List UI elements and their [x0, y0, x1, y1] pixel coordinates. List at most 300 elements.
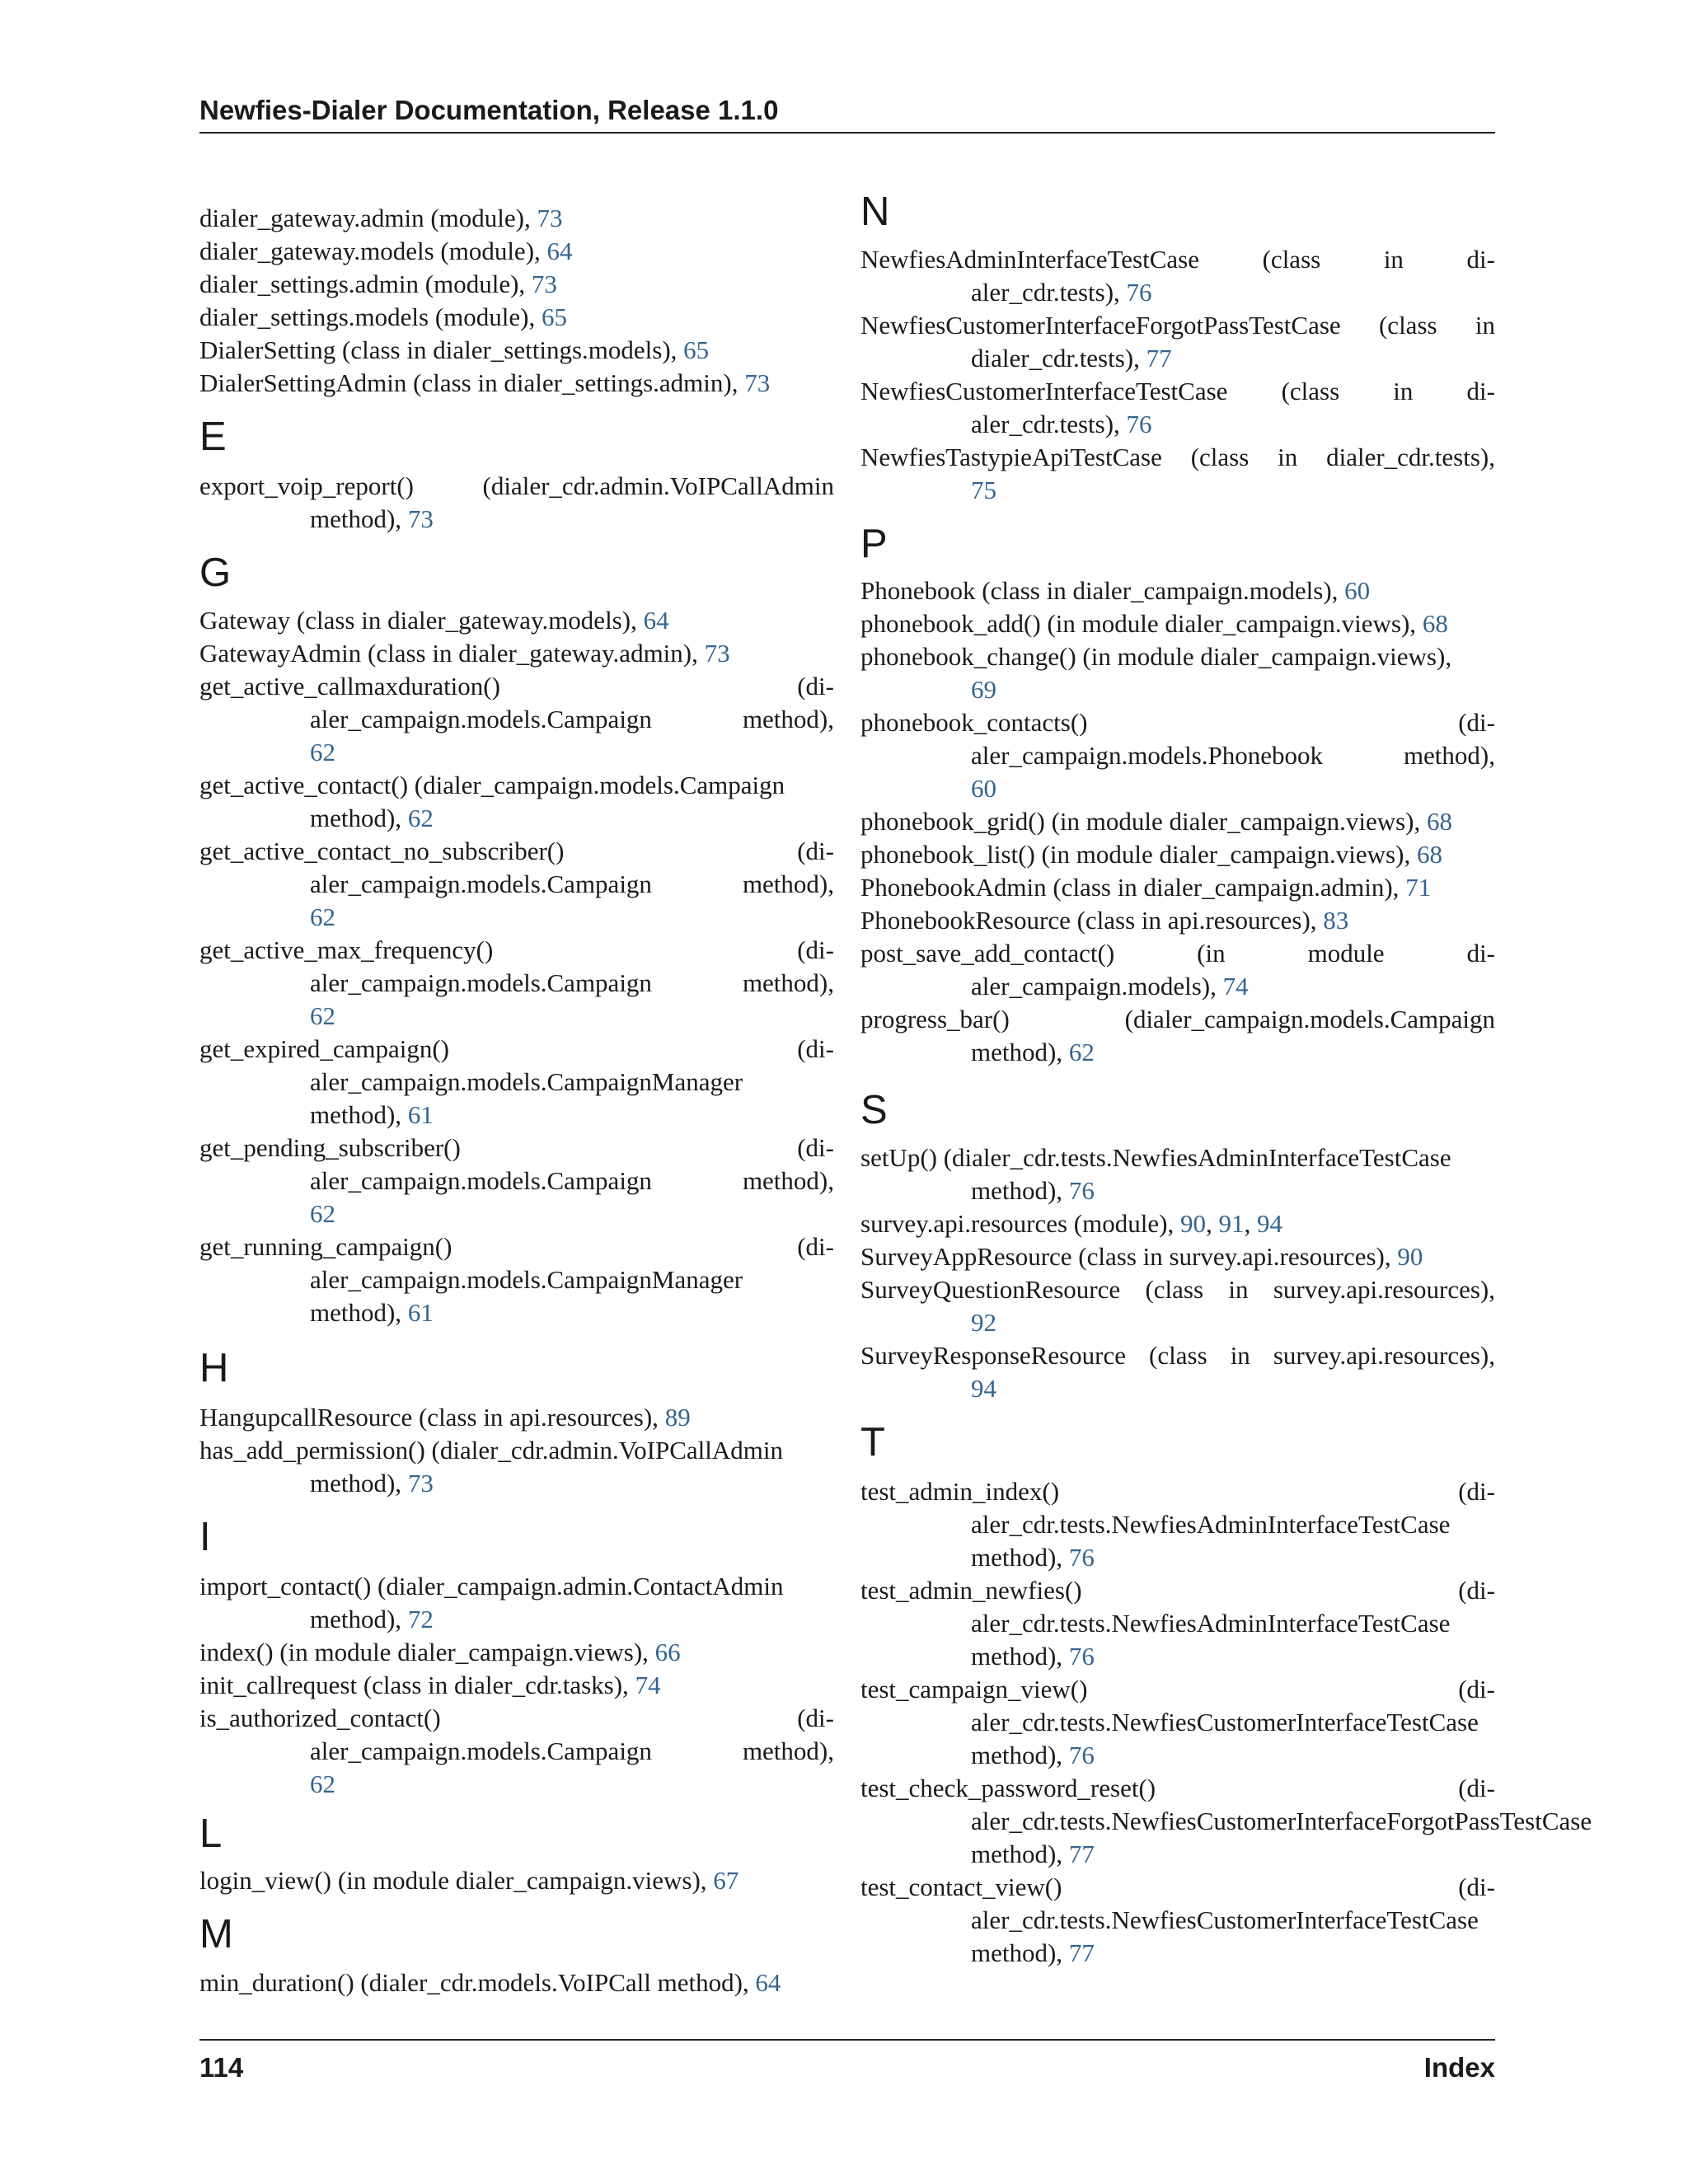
index-entry-text: Phonebook (class in dialer_campaign.models),	[860, 576, 1339, 605]
index-entry-text: GatewayAdmin (class in dialer_gateway.admin),	[199, 639, 698, 668]
index-entry-word: phonebook_contacts()	[860, 708, 1088, 737]
index-letter-heading: P	[860, 522, 888, 566]
index-entry	[199, 934, 834, 1033]
index-entry	[199, 1570, 834, 1636]
index-entry-line	[199, 934, 834, 967]
index-entry-word: NewfiesTastypieApiTestCase	[860, 443, 1162, 471]
index-entry-line	[199, 1603, 834, 1636]
index-entry-line	[199, 1033, 834, 1066]
index-entry-word: is_authorized_contact()	[199, 1704, 441, 1732]
index-letter-heading: E	[199, 415, 227, 459]
index-entry-word: (dialer_campaign.models.Campaign	[1124, 1005, 1495, 1033]
index-letter-heading: L	[199, 1811, 223, 1856]
index-entry-text: method),	[310, 1100, 402, 1129]
index-entry-text: phonebook_add() (in module dialer_campaign.views),	[860, 609, 1417, 638]
index-entry-text: Gateway (class in dialer_gateway.models),	[199, 606, 637, 635]
index-entry-text: method),	[971, 1642, 1063, 1671]
page-ref-link[interactable]: 62	[1068, 1038, 1095, 1066]
index-entry	[860, 1772, 1592, 1871]
index-entry-text: method),	[971, 1176, 1063, 1205]
index-entry	[860, 243, 1495, 309]
index-entry	[199, 604, 834, 637]
index-entry-line	[199, 334, 834, 367]
page-ref-link[interactable]: 76	[1068, 1741, 1095, 1769]
page-ref-link[interactable]: 68	[1426, 807, 1452, 836]
page-ref-link[interactable]: 66	[654, 1638, 681, 1666]
page-ref-link[interactable]: 90	[1179, 1209, 1206, 1238]
index-entry-word: NewfiesAdminInterfaceTestCase	[860, 245, 1199, 274]
index-entry-line	[860, 1141, 1495, 1174]
index-entry	[199, 367, 834, 400]
header-title: Newfies-Dialer Documentation, Release 1.1.0	[199, 95, 779, 125]
index-entry-line	[860, 1904, 1495, 1937]
index-entry	[199, 235, 834, 268]
index-entry-line	[860, 904, 1495, 937]
index-entry-line	[199, 268, 834, 301]
footer-section: Index	[1423, 2052, 1495, 2083]
index-entry-line	[860, 1541, 1495, 1574]
index-entry-word: (di-	[797, 837, 834, 865]
index-entry	[199, 334, 834, 367]
index-entry-line	[199, 637, 834, 670]
index-entry	[860, 871, 1495, 904]
index-entry-word: (di-	[797, 1232, 834, 1261]
index-entry	[860, 441, 1495, 507]
page-ref-link[interactable]: 73	[537, 204, 563, 232]
page-ref-link[interactable]: 62	[310, 1769, 335, 1798]
index-entry-word: (class	[1149, 1341, 1207, 1370]
index-entry-line	[860, 1372, 1495, 1405]
index-letter-heading: G	[199, 551, 232, 595]
page-ref-link[interactable]: 61	[407, 1100, 434, 1129]
index-entry-word: (class	[1190, 443, 1250, 471]
index-entry-line	[199, 703, 834, 736]
index-entry-line	[199, 769, 834, 802]
index-entry-text: get_active_contact() (dialer_campaign.models.Campaign	[199, 771, 785, 799]
index-entry	[199, 1033, 834, 1132]
page-ref-link[interactable]: 76	[1126, 410, 1152, 438]
index-entry-word: method),	[742, 1736, 834, 1765]
page-ref-link[interactable]: 73	[531, 269, 557, 298]
index-entry	[860, 1207, 1495, 1240]
index-entry-line	[860, 408, 1495, 441]
index-entry-word: post_save_add_contact()	[860, 939, 1115, 968]
page-ref-link[interactable]: 68	[1422, 609, 1448, 638]
index-entry-text: aler_cdr.tests.NewfiesCustomerInterfaceTestCase	[971, 1905, 1479, 1934]
page-ref-link[interactable]: 62	[310, 738, 335, 766]
index-entry-line	[860, 1739, 1495, 1772]
index-entry-word: SurveyQuestionResource	[860, 1275, 1121, 1304]
page-ref-link[interactable]: 60	[1344, 576, 1371, 605]
index-entry-word: method),	[742, 869, 834, 898]
index-entry-line	[199, 1066, 834, 1099]
index-entry-text: aler_cdr.tests),	[971, 278, 1120, 307]
index-entry	[199, 637, 834, 670]
index-entry-text: setUp() (dialer_cdr.tests.NewfiesAdminInterfaceTestCase	[860, 1143, 1451, 1172]
index-entry-line	[199, 1434, 834, 1467]
page-number: 114	[199, 2052, 244, 2083]
index-entry-line	[860, 739, 1495, 772]
index-entry	[199, 1864, 834, 1897]
index-entry-line	[199, 202, 834, 235]
index-entry-line	[860, 937, 1495, 970]
index-entry-word: in	[1393, 377, 1414, 405]
index-entry-word: test_admin_newfies()	[860, 1576, 1082, 1605]
index-entry-text: aler_cdr.tests.NewfiesCustomerInterfaceTestCase	[971, 1708, 1479, 1736]
index-entry	[199, 670, 834, 769]
index-entry-word: (di-	[797, 1034, 834, 1063]
page-ref-link[interactable]: 77	[1068, 1840, 1095, 1868]
page-ref-link[interactable]: 73	[407, 1469, 434, 1497]
index-entry	[199, 1230, 834, 1329]
index-entry-line	[199, 1636, 834, 1669]
index-entry-text: aler_campaign.models.CampaignManager	[310, 1067, 743, 1096]
page-ref-link[interactable]: 61	[407, 1298, 434, 1327]
page-ref-link[interactable]: 73	[407, 504, 434, 533]
index-entry-word: (di-	[1458, 1872, 1495, 1901]
page-ref-link[interactable]: 83	[1323, 906, 1349, 935]
index-entry-line	[860, 1871, 1495, 1904]
page-ref-link[interactable]: 94	[1256, 1209, 1282, 1238]
index-entry	[199, 1669, 834, 1702]
page-ref-link[interactable]: 68	[1416, 840, 1442, 869]
index-entry-word: (di-	[797, 1133, 834, 1162]
index-entry-text: method),	[971, 1840, 1063, 1868]
index-entry-word: (class	[1378, 311, 1437, 340]
index-entry-word: NewfiesCustomerInterfaceForgotPassTestCase	[860, 311, 1341, 340]
index-entry-word: (di-	[797, 1704, 834, 1732]
index-entry-text: method),	[971, 1543, 1063, 1572]
index-entry-line	[860, 1475, 1495, 1508]
index-entry-line	[199, 604, 834, 637]
index-entry-line	[199, 1263, 834, 1296]
index-entry-text: dialer_gateway.admin (module),	[199, 204, 531, 232]
index-entry	[199, 301, 834, 334]
index-entry-text: has_add_permission() (dialer_cdr.admin.VoIPCallAdmin	[199, 1436, 784, 1465]
index-entry-line	[199, 1197, 834, 1230]
index-entry-text: phonebook_list() (in module dialer_campaign.views),	[860, 840, 1411, 869]
index-entry-text: import_contact() (dialer_campaign.admin.ContactAdmin	[199, 1572, 784, 1601]
index-entry	[860, 1003, 1495, 1069]
page-ref-link[interactable]: 64	[643, 606, 669, 635]
index-entry-word: (in	[1197, 939, 1226, 968]
index-entry-line	[860, 342, 1495, 375]
index-entry-word: (class	[1262, 245, 1321, 274]
index-entry-line	[199, 1401, 834, 1434]
index-letter-heading: S	[860, 1088, 888, 1132]
index-entry-word: get_pending_subscriber()	[199, 1133, 461, 1162]
index-entry-word: (di-	[1458, 1675, 1495, 1704]
index-entry	[860, 375, 1495, 441]
page-ref-link[interactable]: 73	[744, 368, 771, 397]
index-entry-line	[199, 1570, 834, 1603]
index-entry	[199, 1966, 834, 1999]
index-entry-line	[860, 673, 1495, 706]
index-entry-word: get_active_contact_no_subscriber()	[199, 837, 565, 865]
index-entry-line	[860, 1003, 1495, 1036]
index-entry	[860, 574, 1495, 607]
index-entry-word: get_expired_campaign()	[199, 1034, 449, 1063]
index-entry	[199, 835, 834, 934]
index-entry-line	[860, 1640, 1495, 1673]
index-letter-heading: H	[199, 1346, 229, 1390]
page-ref-link[interactable]: 62	[310, 902, 335, 931]
index-entry-text: aler_cdr.tests.NewfiesCustomerInterfaceForgotPassTestCase	[971, 1807, 1592, 1835]
index-entry-word: di-	[1466, 939, 1495, 968]
index-entry-text: PhonebookAdmin (class in dialer_campaign.admin),	[860, 873, 1400, 902]
index-entry-word: aler_campaign.models.Campaign	[310, 968, 652, 997]
page-ref-link[interactable]: 76	[1068, 1642, 1095, 1671]
index-entry	[860, 1141, 1495, 1207]
page-ref-link[interactable]: 75	[971, 476, 996, 504]
index-entry-word: (di-	[1458, 1576, 1495, 1605]
index-entry-line	[860, 574, 1495, 607]
index-entry-text: dialer_settings.admin (module),	[199, 269, 526, 298]
index-entry-line	[860, 276, 1495, 309]
index-entry-word: in	[1228, 1275, 1249, 1304]
index-entry-text: DialerSetting (class in dialer_settings.models),	[199, 335, 678, 364]
index-entry-word: (di-	[1458, 708, 1495, 737]
page-ref-link[interactable]: 89	[664, 1403, 691, 1432]
index-entry-line	[199, 967, 834, 1000]
index-entry-word: di-	[1466, 377, 1495, 405]
index-entry	[860, 640, 1495, 706]
index-entry	[199, 202, 834, 235]
index-entry-line	[860, 243, 1495, 276]
index-entry-word: aler_campaign.models.Campaign	[310, 1736, 652, 1765]
index-entry-line	[860, 640, 1495, 673]
index-letter-heading: T	[860, 1420, 885, 1465]
index-entry-line	[199, 1230, 834, 1263]
index-entry-line	[860, 1036, 1495, 1069]
index-entry	[199, 268, 834, 301]
index-entry	[199, 1401, 834, 1434]
index-entry-line	[199, 301, 834, 334]
index-entry-word: method),	[742, 705, 834, 733]
index-entry-line	[199, 503, 834, 536]
index-entry-line	[860, 375, 1495, 408]
index-entry-text: phonebook_change() (in module dialer_campaign.views),	[860, 642, 1452, 671]
index-entry-text: method),	[310, 804, 402, 832]
index-entry-word: survey.api.resources),	[1273, 1341, 1495, 1370]
index-entry-line	[860, 805, 1495, 838]
page-ref-link[interactable]: 74	[1222, 972, 1249, 1001]
index-entry-word: (dialer_cdr.admin.VoIPCallAdmin	[482, 471, 834, 500]
index-entry	[860, 937, 1495, 1003]
index-entry-word: aler_campaign.models.Campaign	[310, 1166, 652, 1195]
index-entry-text: aler_campaign.models),	[971, 972, 1217, 1001]
index-entry	[860, 838, 1495, 871]
index-entry-line	[860, 1508, 1495, 1541]
index-letter-heading: M	[199, 1912, 233, 1957]
index-entry-line	[199, 235, 834, 268]
index-entry-text: HangupcallResource (class in api.resources),	[199, 1403, 659, 1432]
page-ref-link[interactable]: 60	[971, 774, 996, 803]
page-ref-link[interactable]: 71	[1405, 873, 1432, 902]
page-ref-link[interactable]: 67	[713, 1866, 739, 1895]
page-ref-link[interactable]: 74	[635, 1671, 661, 1699]
index-entry-word: (class	[1281, 377, 1340, 405]
index-entry-word: in	[1475, 311, 1495, 340]
index-entry	[860, 904, 1495, 937]
page-ref-link[interactable]: 91	[1218, 1209, 1245, 1238]
page-ref-link[interactable]: 76	[1068, 1543, 1095, 1572]
index-entry-word: aler_campaign.models.Campaign	[310, 869, 652, 898]
index-entry-line	[860, 441, 1495, 474]
index-entry-line	[199, 868, 834, 901]
index-entry-line	[199, 1000, 834, 1033]
index-entry-line	[860, 607, 1495, 640]
index-entry-word: in	[1230, 1341, 1250, 1370]
index-letter-heading: N	[860, 190, 890, 234]
index-entry-word: method),	[742, 968, 834, 997]
page-ref-link[interactable]: 90	[1397, 1242, 1423, 1271]
index-entry-line	[860, 706, 1495, 739]
index-entry-word: progress_bar()	[860, 1005, 1010, 1033]
index-entry-word: get_active_max_frequency()	[199, 935, 494, 964]
index-entry-line	[860, 1174, 1495, 1207]
index-entry-word: NewfiesCustomerInterfaceTestCase	[860, 377, 1228, 405]
index-entry-text: dialer_cdr.tests),	[971, 344, 1140, 373]
index-entry-line	[860, 1706, 1495, 1739]
page-ref-link[interactable]: 65	[541, 302, 567, 331]
index-entry-line	[199, 1966, 834, 1999]
index-entry-text: phonebook_grid() (in module dialer_campaign.views),	[860, 807, 1421, 836]
index-entry	[199, 1702, 834, 1801]
index-entry-line	[860, 1339, 1495, 1372]
index-entry	[199, 1434, 834, 1500]
index-entry-text: SurveyAppResource (class in survey.api.resources),	[860, 1242, 1391, 1271]
index-entry-line	[199, 835, 834, 868]
index-entry-line	[199, 1669, 834, 1702]
index-entry-text: aler_cdr.tests),	[971, 410, 1120, 438]
index-entry-line	[199, 1165, 834, 1197]
index-entry-text: PhonebookResource (class in api.resources),	[860, 906, 1317, 935]
index-entry-word: test_check_password_reset()	[860, 1774, 1156, 1802]
index-entry-text: login_view() (in module dialer_campaign.views),	[199, 1866, 707, 1895]
index-entry-line	[860, 970, 1495, 1003]
index-entry-line	[199, 1099, 834, 1132]
index-entry	[860, 1574, 1495, 1673]
index-entry-line	[199, 1467, 834, 1500]
index-entry-line	[199, 367, 834, 400]
index-letter-heading: I	[199, 1515, 211, 1559]
page-ref-link[interactable]: 64	[755, 1968, 781, 1997]
index-entry-word: get_active_callmaxduration()	[199, 672, 500, 701]
index-entry-word: get_running_campaign()	[199, 1232, 452, 1261]
index-entry-text: method),	[310, 504, 402, 533]
index-entry	[199, 1636, 834, 1669]
index-entry-word: test_campaign_view()	[860, 1675, 1088, 1704]
page-ref-link[interactable]: 76	[1068, 1176, 1095, 1205]
index-entry-line	[860, 772, 1495, 805]
index-entry-text: survey.api.resources (module),	[860, 1209, 1175, 1238]
index-entry-line	[199, 802, 834, 835]
index-entry-word: aler_campaign.models.Campaign	[310, 705, 652, 733]
index-entry-line	[199, 736, 834, 769]
index-entry-line	[199, 1735, 834, 1768]
page-ref-link[interactable]: 62	[407, 804, 434, 832]
index-entry-line	[860, 1805, 1592, 1838]
index-entry-word: (di-	[797, 672, 834, 701]
index-entry	[860, 706, 1495, 805]
index-entry-word: module	[1307, 939, 1385, 968]
index-entry-line	[860, 871, 1495, 904]
page-ref-link[interactable]: 92	[971, 1308, 996, 1337]
index-entry-text: dialer_settings.models (module),	[199, 302, 536, 331]
running-footer	[199, 2039, 1495, 2090]
page-ref-link[interactable]: 94	[971, 1374, 996, 1403]
index-entry	[860, 805, 1495, 838]
index-entry-line	[860, 1574, 1495, 1607]
index-entry-text: index() (in module dialer_campaign.views),	[199, 1638, 649, 1666]
index-entry-text: init_callrequest (class in dialer_cdr.tasks),	[199, 1671, 629, 1699]
index-entry-word: survey.api.resources),	[1273, 1275, 1495, 1304]
index-entry-word: method),	[742, 1166, 834, 1195]
index-entry-word: (class	[1145, 1275, 1204, 1304]
index-entry-word: in	[1278, 443, 1298, 471]
index-entry-text: method),	[971, 1038, 1063, 1066]
index-entry	[860, 607, 1495, 640]
index-entry-line	[860, 1772, 1495, 1805]
index-entry-word: dialer_cdr.tests),	[1326, 443, 1495, 471]
index-entry-text: method),	[971, 1741, 1063, 1769]
index-entry-word: test_admin_index()	[860, 1477, 1060, 1506]
index-entry-line	[199, 1702, 834, 1735]
index-entry-text: aler_cdr.tests.NewfiesAdminInterfaceTestCase	[971, 1510, 1451, 1539]
index-entry-word: (di-	[797, 935, 834, 964]
index-entry-text: aler_campaign.models.CampaignManager	[310, 1265, 743, 1294]
index-entry	[860, 1475, 1495, 1574]
page-ref-link[interactable]: 77	[1146, 344, 1172, 373]
index-entry-word: (di-	[1458, 1477, 1495, 1506]
index-entry-text: aler_cdr.tests.NewfiesAdminInterfaceTestCase	[971, 1609, 1451, 1638]
index-entry	[860, 1871, 1495, 1970]
index-entry-text: method),	[310, 1469, 402, 1497]
index-entry-line	[860, 1273, 1495, 1306]
index-entry-text: method),	[971, 1938, 1063, 1967]
page-ref-link[interactable]: 72	[407, 1605, 434, 1633]
index-entry-line	[860, 309, 1495, 342]
index-entry-line	[199, 901, 834, 934]
index-entry-word: (di-	[1458, 1774, 1495, 1802]
page-ref-link[interactable]: 76	[1126, 278, 1152, 307]
index-entry-text: method),	[310, 1605, 402, 1633]
index-entry-word: aler_campaign.models.Phonebook	[971, 741, 1324, 770]
index-entry	[860, 1673, 1495, 1772]
page-ref-link[interactable]: 64	[546, 237, 573, 265]
page-ref-link[interactable]: 73	[704, 639, 730, 668]
index-entry-word: method),	[1403, 741, 1495, 770]
index-entry-text: min_duration() (dialer_cdr.models.VoIPCall method),	[199, 1968, 749, 1997]
index-entry-word: di-	[1466, 245, 1495, 274]
index-entry	[199, 769, 834, 835]
index-entry-word: export_voip_report()	[199, 471, 414, 500]
page-ref-link[interactable]: 77	[1068, 1938, 1095, 1967]
index-entry-line	[199, 1132, 834, 1165]
index-entry	[860, 1240, 1495, 1273]
page-ref-link[interactable]: 62	[310, 1001, 335, 1030]
index-entry-line	[860, 1937, 1495, 1970]
page-ref-link[interactable]: 65	[683, 335, 710, 364]
page-ref-link[interactable]: 69	[971, 675, 996, 704]
index-entry-line	[199, 470, 834, 503]
page-ref-link[interactable]: 62	[310, 1199, 335, 1228]
index-entry	[860, 1273, 1495, 1339]
index-entry-text: DialerSettingAdmin (class in dialer_settings.admin),	[199, 368, 738, 397]
index-entry-line	[860, 838, 1495, 871]
index-entry-line	[199, 1864, 834, 1897]
